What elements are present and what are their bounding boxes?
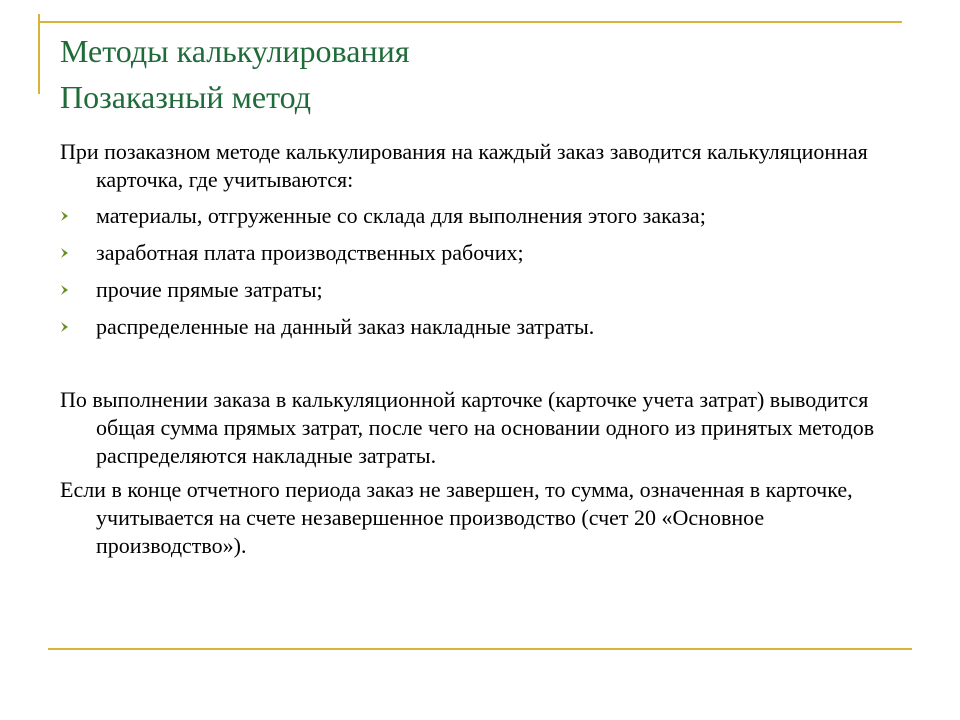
list-item xyxy=(60,239,905,267)
chevron-right-icon xyxy=(60,313,74,341)
intro-paragraph: При позаказном методе калькулирования на каждый заказ заводится калькуляционная карточка, где учитываются: xyxy=(60,139,868,192)
list-item-text: распределенные на данный заказ накладные затраты. xyxy=(96,314,595,339)
list-item xyxy=(60,202,905,230)
list-item-text: материалы, отгруженные со склада для выполнения этого заказа; xyxy=(96,203,706,228)
list-item xyxy=(60,276,905,304)
chevron-right-icon xyxy=(60,202,74,230)
list-item-text: заработная плата производственных рабочих; xyxy=(96,240,524,265)
slide-body xyxy=(60,138,905,560)
summary-paragraph: По выполнении заказа в калькуляционной карточке (карточке учета затрат) выводится общая сумма прямых затрат, после чего на основании одного из принятых методов распределяются накладные затраты. xyxy=(60,387,875,468)
chevron-right-icon xyxy=(60,276,74,304)
accent-vertical-line xyxy=(38,14,40,94)
chevron-right-icon xyxy=(60,239,74,267)
slide-title xyxy=(60,28,900,120)
spacer xyxy=(60,350,905,378)
unfinished-order-paragraph: Если в конце отчетного периода заказ не завершен, то сумма, означенная в карточке, учитывается на счете незавершенное производство (счет 20 «Основное производство»). xyxy=(60,477,853,558)
list-item xyxy=(60,313,905,341)
accent-top-line xyxy=(38,21,902,23)
list-item-text: прочие прямые затраты; xyxy=(96,277,323,302)
title-line-2: Позаказный метод xyxy=(60,79,311,115)
cost-items-list xyxy=(60,202,905,341)
accent-bottom-line xyxy=(48,648,912,650)
title-line-1: Методы калькулирования xyxy=(60,33,410,69)
